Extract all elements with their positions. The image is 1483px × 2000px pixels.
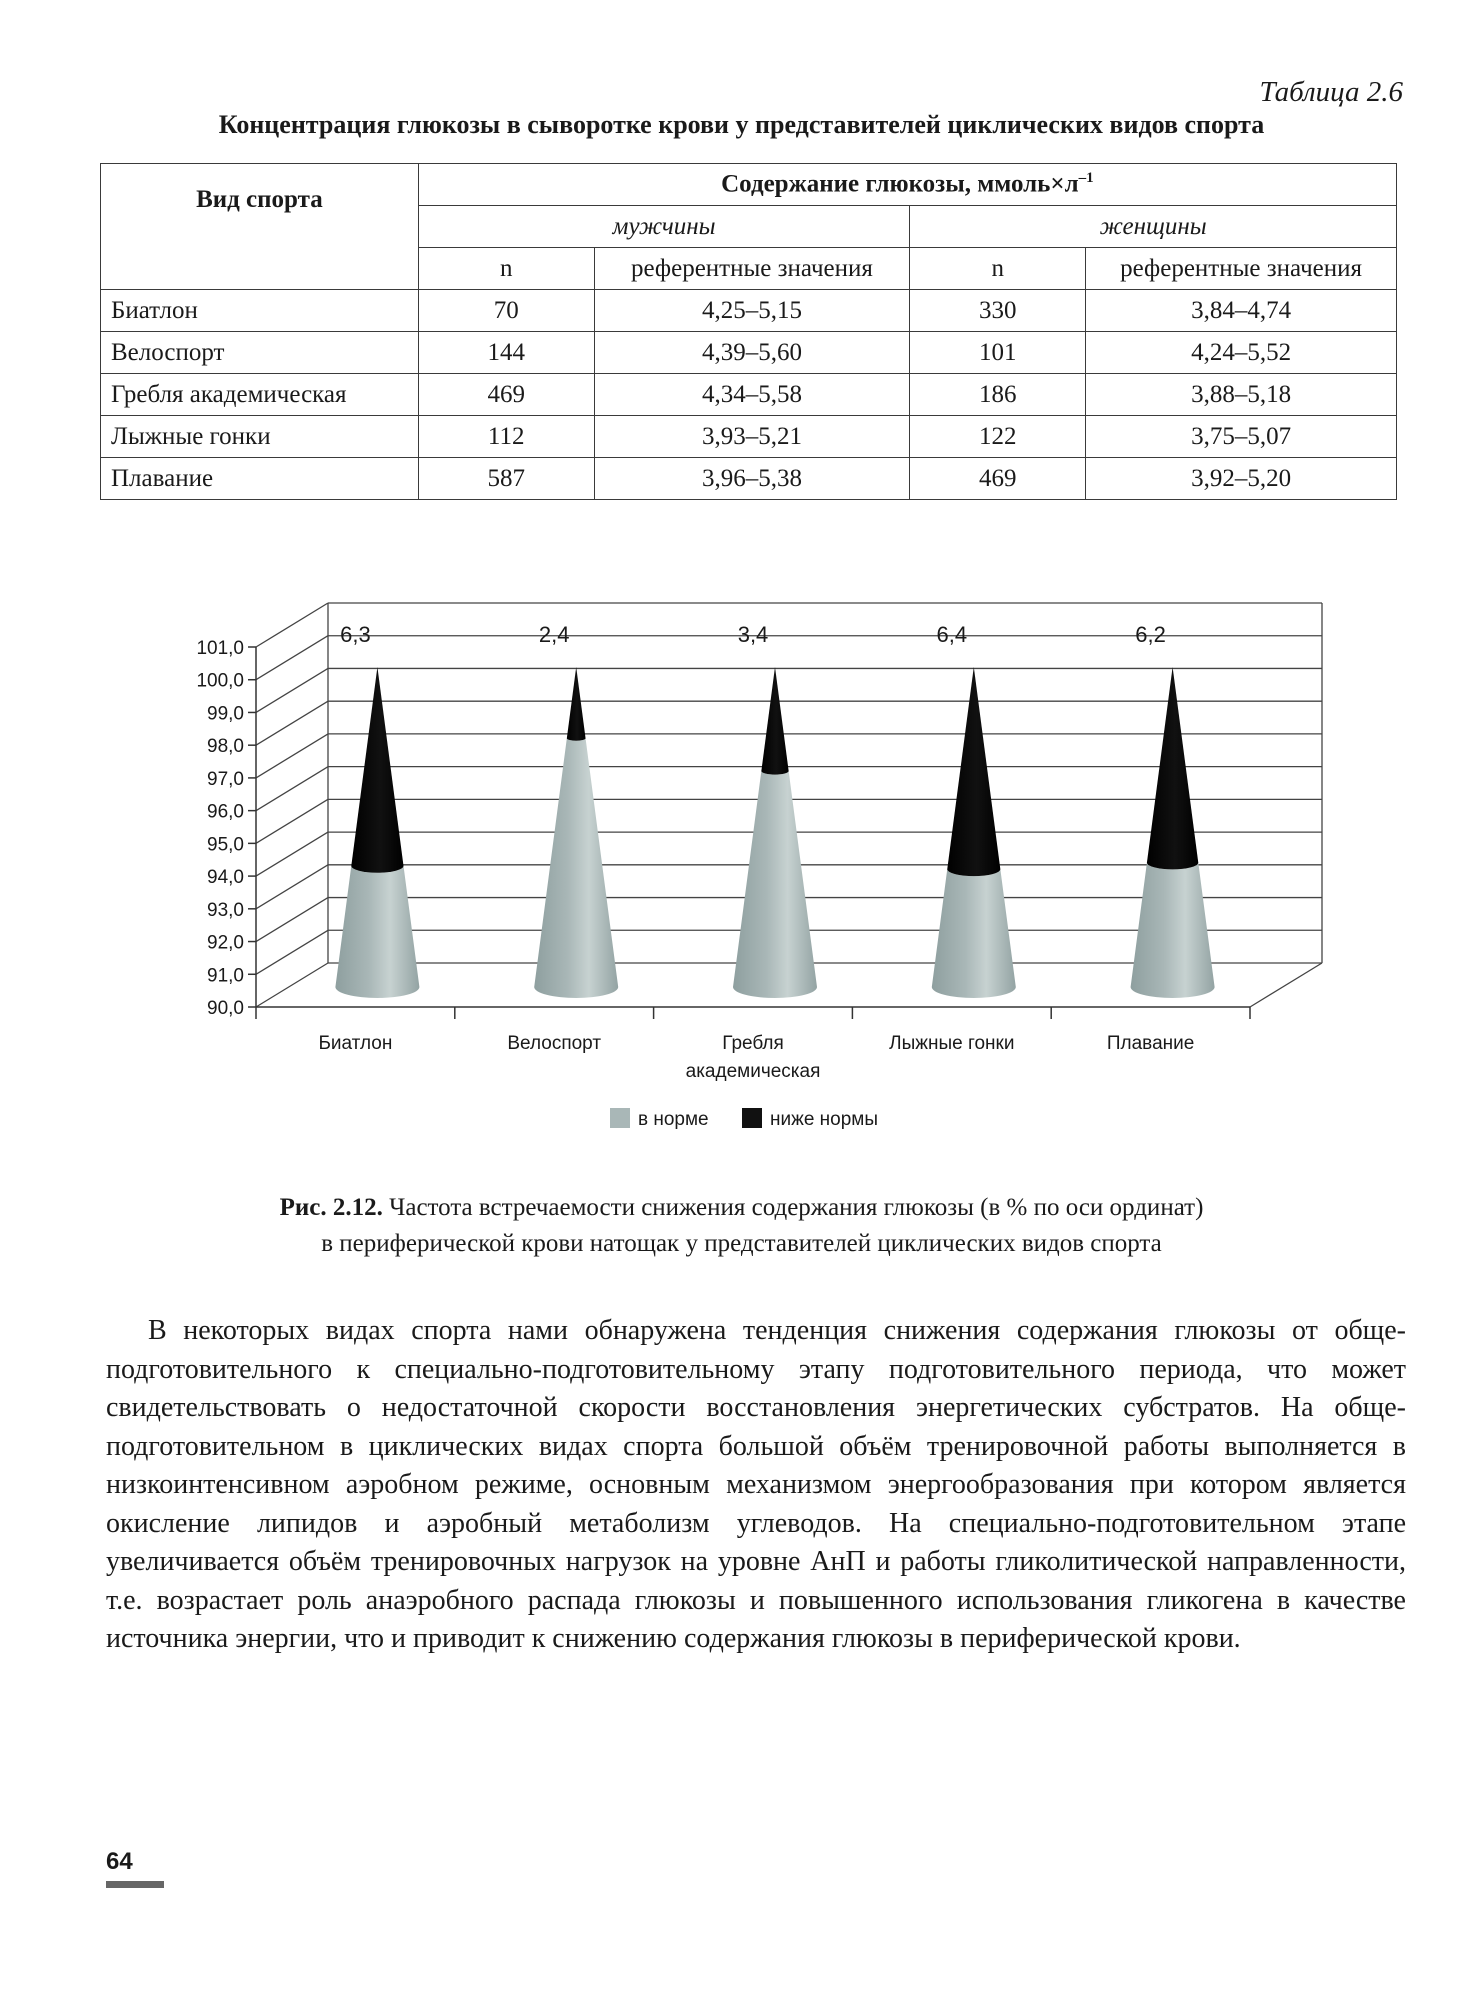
y-tick-label: 98,0: [207, 736, 244, 758]
header-women-n: n: [910, 248, 1086, 290]
cell-men-n: 112: [418, 416, 594, 458]
table-label: Таблица 2.6: [1259, 76, 1403, 108]
x-tick-label: Велоспорт: [507, 1033, 602, 1054]
data-label: 6,3: [340, 622, 371, 647]
grid-diagonal-1: [256, 930, 328, 974]
y-tick-label: 101,0: [196, 638, 244, 659]
y-tick-label: 99,0: [207, 703, 244, 725]
glucose-table: [100, 163, 1397, 500]
y-tick-label: 97,0: [207, 768, 244, 790]
cell-women-n: 101: [910, 332, 1086, 374]
grid-diagonal-0: [256, 963, 328, 1007]
page-number-bar: [106, 1881, 164, 1888]
y-tick-label: 90,0: [207, 998, 244, 1019]
y-tick-label: 100,0: [196, 670, 244, 692]
cone-normal-3: [932, 869, 1016, 998]
cell-women-ref: 4,24–5,52: [1086, 332, 1397, 374]
header-men: мужчины: [418, 206, 910, 248]
floor-right-edge: [1250, 963, 1322, 1007]
x-tick-label: Плавание: [1106, 1033, 1195, 1054]
cone-chart: [0, 585, 1483, 1175]
y-tick-label: 93,0: [207, 899, 244, 921]
y-tick-label: 92,0: [207, 932, 244, 954]
legend-swatch-below: [742, 1108, 762, 1128]
cone-normal-2: [733, 771, 817, 998]
table-row: [101, 458, 1397, 500]
grid-diagonal-4: [256, 832, 328, 876]
x-tick-label: Лыжные гонки: [889, 1033, 1015, 1054]
legend-swatch-normal: [610, 1108, 630, 1128]
cell-women-n: 330: [910, 290, 1086, 332]
body-paragraph: В некоторых видах спорта нами обнаружена тенденция снижения содержания глюкозы от обще-подготовительного к специально-подготовительному этапу подготовительного периода, что может свидетельствовать о недостаточной скорости восстановления энергетических субстратов. На обще-подготовительном в циклических видах спорта большой объём тренировочной работы выполняется в низкоинтенсивном аэробном режиме, основным механизмом энергообразования при котором является окисление липидов и аэробный метаболизм углеводов. На специально-подготовительном этапе увеличивается объём тренировочных нагрузок на уровне АнП и работы гликолитической направленности, т.е. возрастает роль анаэробного распада глюкозы и повышенного использования гликогена в качестве источника энергии, что и приводит к снижению содержания глюкозы в периферической крови.: [106, 1315, 1406, 1654]
x-tick-label: Гребля: [722, 1033, 784, 1054]
grid-diagonal-8: [256, 701, 328, 745]
cell-men-n: 587: [418, 458, 594, 500]
figure-caption: [0, 1190, 1483, 1262]
cone-below-0: [351, 667, 403, 873]
cell-men-ref: 4,39–5,60: [594, 332, 910, 374]
header-men-ref: референтные значения: [594, 248, 910, 290]
body-text: [106, 1312, 1406, 1659]
cell-sport: Лыжные гонки: [101, 416, 419, 458]
header-men-n: n: [418, 248, 594, 290]
caption-figure-number: Рис. 2.12.: [279, 1194, 383, 1221]
cone-normal-4: [1131, 863, 1215, 998]
grid-diagonal-9: [256, 668, 328, 712]
y-tick-label: 95,0: [207, 834, 244, 856]
grid-diagonal-7: [256, 734, 328, 778]
page-number: 64: [106, 1848, 133, 1875]
cell-women-n: 122: [910, 416, 1086, 458]
caption-line-2: в периферической крови натощак у представителей циклических видов спорта: [321, 1230, 1162, 1257]
cone-normal-1: [534, 738, 618, 998]
cell-women-n: 186: [910, 374, 1086, 416]
x-tick-label: Биатлон: [318, 1033, 393, 1054]
header-glucose-text: Содержание глюкозы, ммоль×л: [721, 170, 1079, 198]
cell-women-ref: 3,88–5,18: [1086, 374, 1397, 416]
header-glucose: [418, 164, 1396, 206]
legend-label-normal: в норме: [638, 1109, 709, 1130]
header-women-ref: референтные значения: [1086, 248, 1397, 290]
chart-svg: [0, 585, 1483, 1175]
cone-below-2: [761, 667, 788, 775]
cell-women-ref: 3,84–4,74: [1086, 290, 1397, 332]
grid-diagonal-5: [256, 799, 328, 843]
data-label: 3,4: [737, 622, 769, 647]
data-label: 6,4: [936, 622, 968, 647]
y-tick-label: 91,0: [207, 965, 244, 987]
cell-men-n: 469: [418, 374, 594, 416]
cone-normal-0: [335, 866, 419, 998]
cone-below-4: [1147, 667, 1198, 869]
cell-women-ref: 3,75–5,07: [1086, 416, 1397, 458]
cell-men-n: 144: [418, 332, 594, 374]
grid-diagonal-2: [256, 898, 328, 942]
header-sport: Вид спорта: [101, 164, 419, 290]
header-women: женщины: [910, 206, 1397, 248]
x-tick-label: академическая: [685, 1061, 821, 1082]
cell-men-ref: 3,93–5,21: [594, 416, 910, 458]
caption-text-1: Частота встречаемости снижения содержания глюкозы (в % по оси ординат): [382, 1194, 1204, 1221]
table-title: Концентрация глюкозы в сыворотке крови у представителей циклических видов спорта: [218, 110, 1265, 139]
data-label: 2,4: [538, 622, 570, 647]
grid-diagonal-11: [256, 603, 328, 647]
table-row: [101, 374, 1397, 416]
cell-sport: Плавание: [101, 458, 419, 500]
grid-diagonal-3: [256, 865, 328, 909]
cell-men-ref: 3,96–5,38: [594, 458, 910, 500]
legend-label-below: ниже нормы: [770, 1109, 879, 1130]
cell-sport: Гребля академическая: [101, 374, 419, 416]
cell-women-n: 469: [910, 458, 1086, 500]
y-tick-label: 94,0: [207, 867, 244, 889]
grid-diagonal-6: [256, 767, 328, 811]
caption-line-1: [0, 1190, 1483, 1226]
cell-men-ref: 4,34–5,58: [594, 374, 910, 416]
table-row: [101, 332, 1397, 374]
cone-below-3: [947, 667, 1000, 876]
cone-below-1: [567, 667, 586, 741]
table-row: [101, 416, 1397, 458]
cell-sport: Биатлон: [101, 290, 419, 332]
cell-sport: Велоспорт: [101, 332, 419, 374]
grid-diagonal-10: [256, 636, 328, 680]
table-row: [101, 290, 1397, 332]
header-glucose-sup: –1: [1078, 170, 1094, 187]
y-tick-label: 96,0: [207, 801, 244, 823]
data-label: 6,2: [1135, 622, 1166, 647]
cell-men-ref: 4,25–5,15: [594, 290, 910, 332]
cell-women-ref: 3,92–5,20: [1086, 458, 1397, 500]
cell-men-n: 70: [418, 290, 594, 332]
